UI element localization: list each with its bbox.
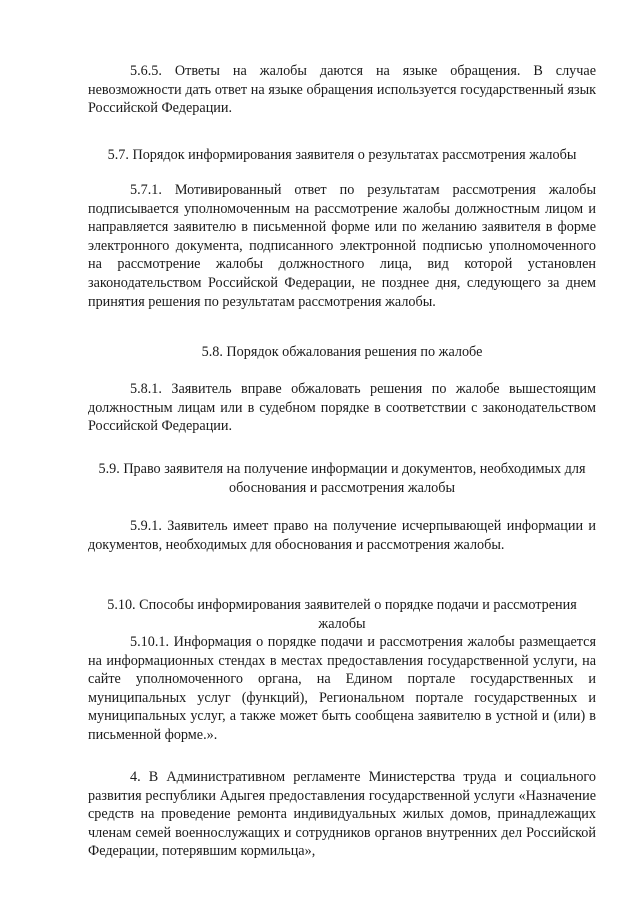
heading-5-7: [84, 146, 600, 165]
paragraph-5-8-1: [88, 380, 596, 436]
heading-5-10: [84, 596, 600, 633]
paragraph-4: [88, 768, 596, 861]
heading-text: 5.7. Порядок информирования заявителя о результатах рассмотрения жалобы: [107, 147, 577, 163]
paragraph-text: 5.8.1. Заявитель вправе обжаловать решения по жалобе вышестоящим должностным лицам или в судебном порядке в соответствии с законодательством Российской Федерации.: [88, 381, 596, 435]
heading-text: 5.8. Порядок обжалования решения по жалобе: [201, 344, 483, 360]
heading-5-9: [84, 460, 600, 497]
paragraph-5-6-5: [88, 62, 596, 118]
heading-text: 5.10. Способы информирования заявителей о порядке подачи и рассмотрения жалобы: [107, 597, 577, 632]
paragraph-text: 5.10.1. Информация о порядке подачи и рассмотрения жалобы размещается на информационных стендах в местах предоставления государственной услуги, на сайте уполномоченного органа, на Едином портале государственных и муниципальных услуг (функций), Региональном портале государственных и муниципальных услуг, а также может быть сообщена заявителю в устной и (или) в письменной форме.».: [88, 634, 596, 743]
heading-5-8: [88, 343, 596, 362]
paragraph-text: 4. В Административном регламенте Министерства труда и социального развития республики Адыгея предоставления государственной услуги «Назначение средств на проведение ремонта индивидуальных жилых домов, принадлежащих членам семей военнослужащих и сотрудников органов внутренних дел Российской Федерации, потерявшим кормильца»,: [88, 769, 596, 860]
paragraph-5-10-1: [88, 633, 596, 745]
heading-text: 5.9. Право заявителя на получение информации и документов, необходимых для обоснования и рассмотрения жалобы: [98, 461, 586, 496]
paragraph-text: 5.9.1. Заявитель имеет право на получение исчерпывающей информации и документов, необходимых для обоснования и рассмотрения жалобы.: [88, 518, 596, 553]
paragraph-5-9-1: [88, 517, 596, 554]
paragraph-text: 5.7.1. Мотивированный ответ по результатам рассмотрения жалобы подписывается уполномоченным на рассмотрение жалобы должностным лицом и направляется заявителю в письменной форме или по желанию заявителя в форме электронного документа, подписанного электронной подписью уполномоченного на рассмотрение жалобы должностного лица, вид которой установлен законодательством Российской Федерации, не позднее дня, следующего за днем принятия решения по результатам рассмотрения жалобы.: [88, 182, 596, 310]
paragraph-5-7-1: [88, 181, 596, 311]
paragraph-text: 5.6.5. Ответы на жалобы даются на языке обращения. В случае невозможности дать ответ на языке обращения используется государственный язык Российской Федерации.: [88, 63, 596, 117]
